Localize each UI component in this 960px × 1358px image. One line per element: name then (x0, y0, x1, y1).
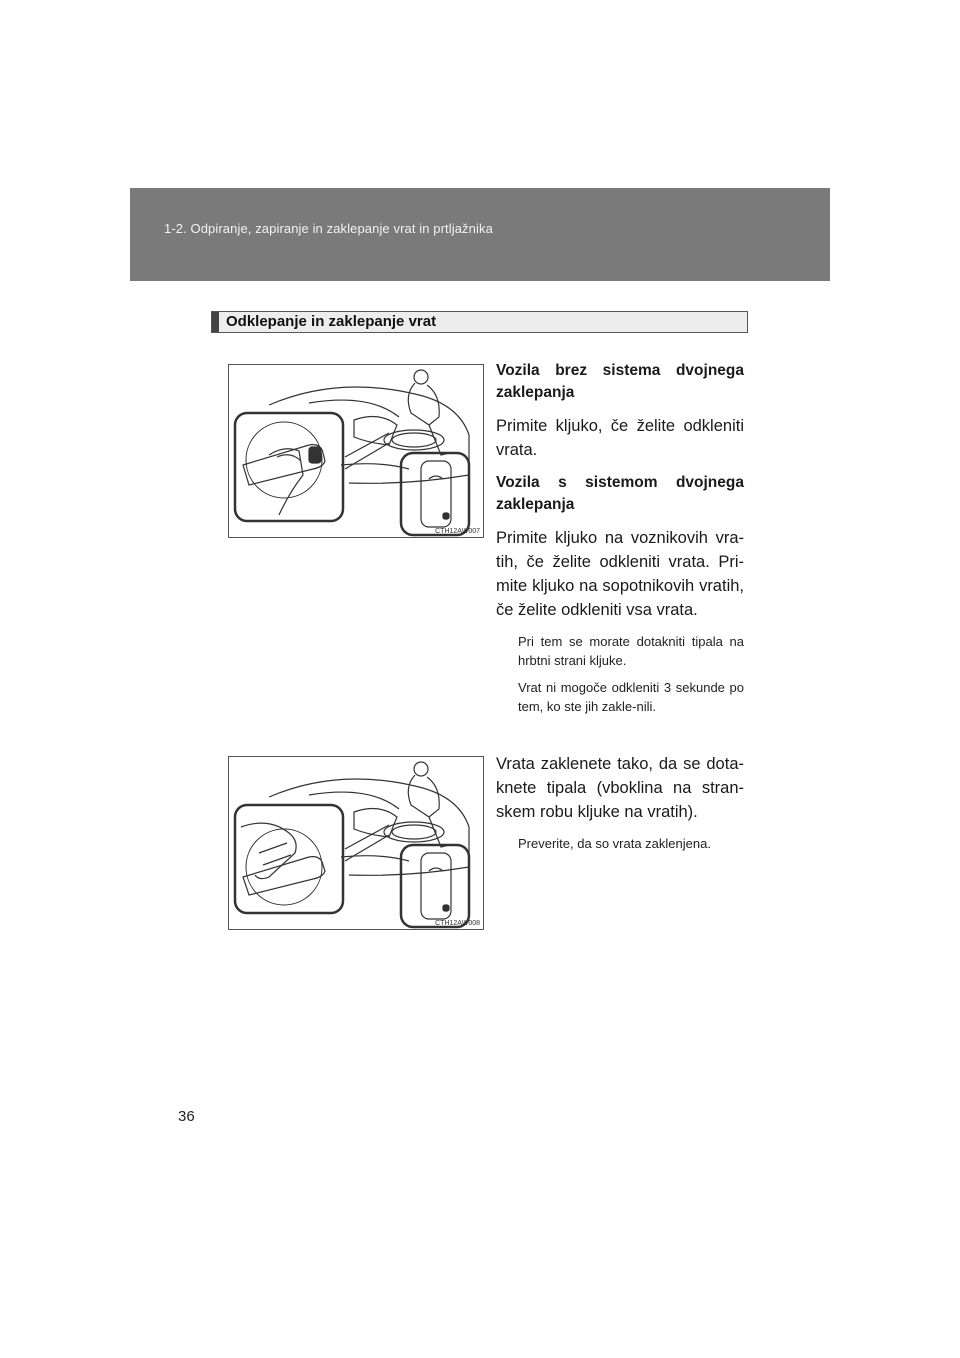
paragraph-lock: Vrata zaklenete tako, da se dota-knete tipala (vboklina na stran-skem robu kljuke na vratih). (496, 755, 744, 821)
note-delay: Vrat ni mogoče odkleniti 3 sekunde po tem, ko ste jih zakle-nili. (518, 680, 744, 714)
page-number: 36 (178, 1108, 195, 1125)
note-check-locked: Preverite, da so vrata zaklenjena. (518, 836, 711, 851)
section-marker (212, 312, 219, 332)
unlock-text-block (496, 360, 744, 724)
figure-code: CTH12AW007 (435, 528, 480, 535)
figure-code: CTH12AW008 (435, 920, 480, 927)
figure-lock-illustration (228, 756, 484, 930)
chapter-title: 1-2. Odpiranje, zapiranje in zaklepanje vrat in prtljažnika (164, 221, 493, 236)
subheading-with-double-lock: Vozila s sistemom dvojnega zaklepanja (496, 474, 744, 513)
paragraph-double-lock: Primite kljuko na voznikovih vra-tih, če želite odkleniti vrata. Pri-mite kljuko na sopotnikovih vratih, če želite odkleniti vsa vrata. (496, 529, 744, 619)
note-sensor: Pri tem se morate dotakniti tipala na hrbtni strani kljuke. (518, 634, 744, 668)
chapter-header (130, 188, 830, 281)
hand-grip-handle-illustration-icon (229, 365, 485, 539)
section-heading (211, 311, 748, 333)
subheading-without-double-lock: Vozila brez sistema dvojnega zaklepanja (496, 362, 744, 401)
hand-touch-handle-illustration-icon (229, 757, 485, 931)
lock-text-block (496, 752, 744, 861)
section-title: Odklepanje in zaklepanje vrat (226, 313, 437, 330)
figure-unlock-illustration (228, 364, 484, 538)
paragraph-unlock: Primite kljuko, če želite odkleniti vrata. (496, 417, 744, 459)
